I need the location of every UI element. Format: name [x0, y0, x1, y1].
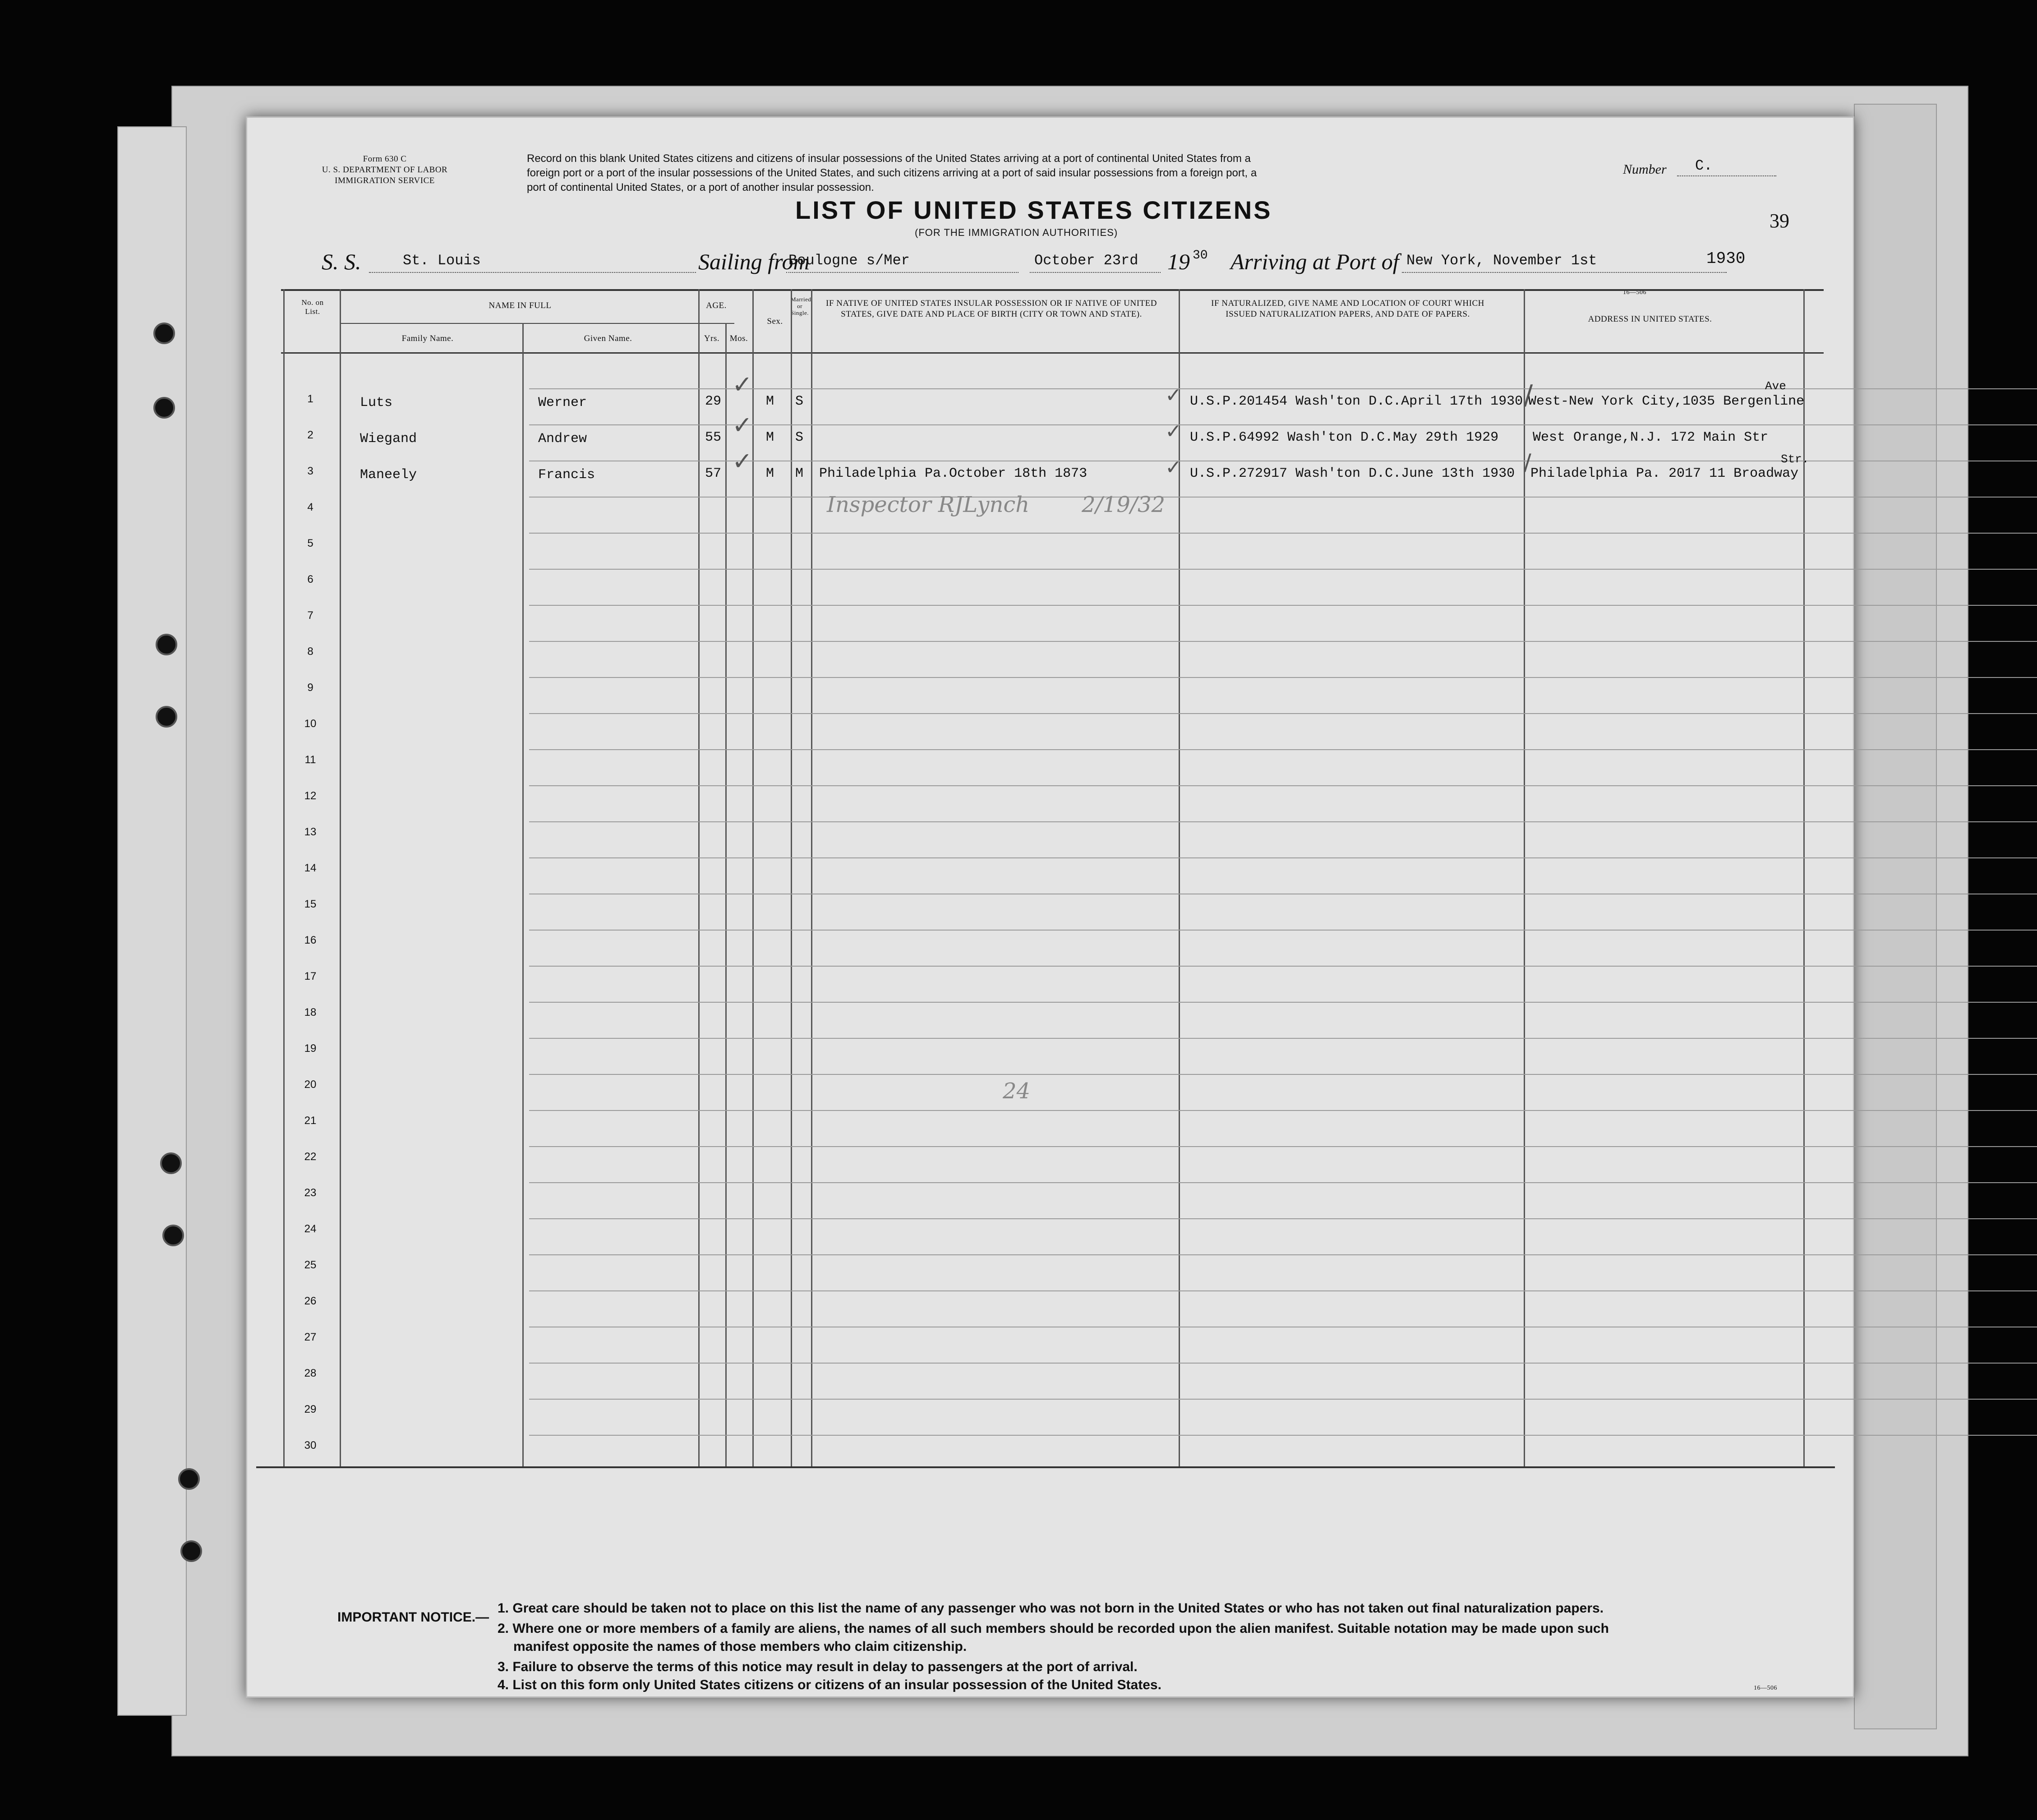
form-id: Form 630 C	[363, 154, 407, 164]
binder-hole	[160, 1152, 182, 1174]
row-line	[529, 1182, 2037, 1183]
underlying-sheet-right	[1854, 104, 1937, 1729]
row-number: 19	[304, 1042, 317, 1055]
header-age: AGE.	[706, 301, 727, 310]
row-line	[529, 1110, 2037, 1111]
passenger-address: Philadelphia Pa. 2017 11 Broadway	[1530, 466, 1799, 481]
arrival-year: 1930	[1706, 249, 1746, 268]
row-line	[529, 388, 2037, 389]
row-number: 1	[307, 393, 313, 405]
row-number: 20	[304, 1078, 317, 1091]
row-number: 7	[307, 609, 313, 622]
row-number: 18	[304, 1006, 317, 1018]
col-rule	[811, 289, 812, 1466]
row-number: 30	[304, 1439, 317, 1451]
row-number: 11	[304, 754, 316, 766]
row-line	[529, 857, 2037, 858]
col-rule	[340, 289, 341, 1466]
table-bottom-border	[256, 1466, 1835, 1468]
from-date-underline	[1030, 272, 1161, 273]
passenger-family-name: Wiegand	[360, 431, 417, 447]
intro-line-2: foreign port or a port of the insular possessions of the United States, and such citizens arriving at a port of said insular possessions from a foreign port, a	[527, 167, 1257, 179]
row-line	[529, 569, 2037, 570]
sailing-label: Sailing from	[698, 249, 810, 274]
passenger-age-yrs: 57	[705, 466, 722, 481]
row-number: 17	[304, 970, 317, 982]
header-bottom-border	[281, 352, 1824, 354]
tally-mark: 24	[1003, 1078, 1031, 1104]
row-number: 8	[307, 645, 313, 658]
row-number: 5	[307, 537, 313, 549]
row-line	[529, 1399, 2037, 1400]
check-mark-icon: ✓	[732, 411, 753, 439]
col-rule	[725, 323, 727, 1466]
passenger-sex: M	[766, 394, 774, 409]
row-line	[529, 930, 2037, 931]
header-top-border	[281, 289, 1824, 291]
age-header-rule	[698, 323, 734, 324]
passenger-address: West-New York City,1035 Bergenline	[1528, 394, 1805, 409]
row-number: 25	[304, 1259, 317, 1271]
row-number: 29	[304, 1403, 317, 1415]
ship-name: St. Louis	[403, 252, 481, 269]
printer-mark: 16—506	[1623, 289, 1646, 296]
col-rule	[522, 323, 524, 1466]
page-subtitle: (FOR THE IMMIGRATION AUTHORITIES)	[915, 227, 1118, 238]
passenger-sex: M	[766, 466, 774, 481]
notice-item-4: 4. List on this form only United States citizens or citizens of an insular possession of the United States.	[498, 1677, 1161, 1692]
row-line	[529, 713, 2037, 714]
row-line	[529, 1038, 2037, 1039]
passenger-given-name: Andrew	[538, 431, 587, 447]
row-number: 6	[307, 573, 313, 585]
row-line	[529, 821, 2037, 822]
arriving-label: Arriving at Port of	[1230, 249, 1399, 274]
passenger-naturalization: U.S.P.201454 Wash'ton D.C.April 17th 1930	[1190, 394, 1523, 409]
form-service: IMMIGRATION SERVICE	[335, 176, 435, 185]
passenger-age-yrs: 55	[705, 430, 722, 445]
notice-heading: IMPORTANT NOTICE.—	[337, 1610, 489, 1625]
year-prefix: 19	[1167, 249, 1190, 274]
footer-mark: 16—506	[1754, 1685, 1777, 1691]
row-number: 10	[304, 718, 317, 730]
form-department: U. S. DEPARTMENT OF LABOR	[322, 165, 448, 175]
binder-hole	[162, 1225, 184, 1246]
row-line	[529, 749, 2037, 750]
binder-hole	[156, 634, 177, 655]
ss-label: S. S.	[322, 249, 361, 274]
check-mark-icon: ✓	[1165, 420, 1182, 443]
inspector-count: 2/19/32	[1082, 492, 1166, 517]
row-line	[529, 605, 2037, 606]
header-married: Married or Single.	[791, 296, 811, 316]
inspector-signature: Inspector RJLynch	[827, 492, 1030, 517]
page-number: 39	[1770, 210, 1789, 232]
row-number: 23	[304, 1187, 317, 1199]
col-rule	[698, 289, 700, 1466]
year-suffix: 30	[1193, 249, 1208, 263]
row-line	[529, 1435, 2037, 1436]
from-date: October 23rd	[1034, 252, 1138, 269]
header-sex: Sex.	[767, 317, 783, 326]
row-line	[529, 677, 2037, 678]
binder-hole	[178, 1468, 200, 1490]
passenger-family-name: Maneely	[360, 467, 417, 483]
from-port: Boulogne s/Mer	[788, 252, 910, 269]
passenger-naturalization: U.S.P.64992 Wash'ton D.C.May 29th 1929	[1190, 430, 1499, 445]
row-number: 2	[307, 429, 313, 441]
row-line	[529, 1363, 2037, 1364]
header-mos: Mos.	[729, 334, 748, 343]
row-line	[529, 1254, 2037, 1255]
header-name-in-full: NAME IN FULL	[489, 301, 552, 310]
row-number: 22	[304, 1151, 317, 1163]
passenger-marital-status: S	[795, 430, 804, 445]
check-mark-icon: ✓	[1165, 384, 1182, 407]
passenger-address: West Orange,N.J. 172 Main Str	[1533, 430, 1769, 445]
header-no: No. on List.	[301, 298, 324, 316]
row-number: 9	[307, 682, 313, 694]
check-mark-icon: /	[1524, 449, 1531, 475]
notice-item-3: 3. Failure to observe the terms of this notice may result in delay to passengers at the port of arrival.	[498, 1659, 1138, 1674]
header-birth: IF NATIVE OF UNITED STATES INSULAR POSSESSION OR IF NATIVE OF UNITED STATES, GIVE DATE AND PLACE OF BIRTH (CITY OR TOWN AND STATE).	[826, 299, 1157, 319]
row-number: 12	[304, 790, 317, 802]
underlying-sheet-edge	[117, 126, 187, 1716]
passenger-address-note: Ave	[1765, 379, 1786, 393]
header-yrs: Yrs.	[704, 334, 720, 343]
header-naturalized: IF NATURALIZED, GIVE NAME AND LOCATION OF COURT WHICH ISSUED NATURALIZATION PAPERS, AND DATE OF PAPERS.	[1211, 299, 1484, 319]
binder-hole	[153, 323, 175, 344]
number-label: Number	[1623, 162, 1667, 177]
row-line	[529, 1002, 2037, 1003]
col-rule	[283, 289, 285, 1466]
passenger-sex: M	[766, 430, 774, 445]
check-mark-icon: /	[1524, 379, 1533, 411]
number-underline	[1677, 175, 1776, 176]
notice-item-1: 1. Great care should be taken not to place on this list the name of any passenger who was not born in the United States or who has not taken out final naturalization papers.	[498, 1601, 1604, 1616]
ship-underline	[369, 272, 696, 273]
row-line	[529, 1218, 2037, 1219]
passenger-given-name: Werner	[538, 395, 587, 410]
row-number: 13	[304, 826, 317, 838]
row-number: 15	[304, 898, 317, 910]
col-rule	[791, 289, 792, 1466]
arrival-underline	[1402, 272, 1727, 273]
page-title: LIST OF UNITED STATES CITIZENS	[795, 196, 1272, 224]
passenger-birth: Philadelphia Pa.October 18th 1873	[819, 466, 1088, 481]
row-number: 21	[304, 1115, 317, 1127]
row-number: 3	[307, 465, 313, 477]
passenger-address-note: Str.	[1781, 452, 1809, 466]
notice-item-2-cont: manifest opposite the names of those members who claim citizenship.	[513, 1639, 967, 1654]
row-line	[529, 1074, 2037, 1075]
manifest-page	[246, 116, 1854, 1698]
passenger-age-yrs: 29	[705, 394, 722, 409]
passenger-marital-status: S	[795, 394, 804, 409]
row-line	[529, 641, 2037, 642]
name-header-rule	[340, 323, 719, 324]
check-mark-icon: ✓	[732, 370, 753, 399]
binder-hole	[156, 706, 177, 728]
row-line	[529, 497, 2037, 498]
passenger-marital-status: M	[795, 466, 804, 481]
row-number: 26	[304, 1295, 317, 1307]
row-line	[529, 966, 2037, 967]
from-port-underline	[786, 272, 1018, 273]
header-address: ADDRESS IN UNITED STATES.	[1588, 314, 1712, 324]
row-number: 14	[304, 862, 317, 874]
passenger-naturalization: U.S.P.272917 Wash'ton D.C.June 13th 1930	[1190, 466, 1515, 481]
passenger-family-name: Luts	[360, 395, 393, 410]
check-mark-icon: ✓	[732, 447, 753, 475]
intro-line-3: port of continental United States, or a port of another insular possession.	[527, 181, 874, 194]
binder-hole	[153, 397, 175, 419]
col-rule	[752, 289, 754, 1466]
arrival: New York, November 1st	[1406, 252, 1597, 269]
number-value: C.	[1695, 157, 1713, 174]
passenger-given-name: Francis	[538, 467, 595, 483]
header-family: Family Name.	[401, 334, 454, 343]
header-given: Given Name.	[584, 334, 632, 343]
row-line	[529, 424, 2037, 425]
notice-item-2: 2. Where one or more members of a family are aliens, the names of all such members should be recorded upon the alien manifest. Suitable notation may be made upon such	[498, 1621, 1609, 1636]
row-line	[529, 1290, 2037, 1291]
row-number: 28	[304, 1367, 317, 1379]
row-line	[529, 785, 2037, 786]
intro-line-1: Record on this blank United States citizens and citizens of insular possessions of the United States arriving at a port of continental United States from a	[527, 152, 1251, 165]
check-mark-icon: ✓	[1165, 456, 1182, 479]
binder-hole	[180, 1540, 202, 1562]
row-number: 24	[304, 1223, 317, 1235]
row-number: 4	[307, 501, 313, 513]
row-number: 16	[304, 934, 317, 946]
row-number: 27	[304, 1331, 317, 1343]
row-line	[529, 1146, 2037, 1147]
row-line	[529, 533, 2037, 534]
